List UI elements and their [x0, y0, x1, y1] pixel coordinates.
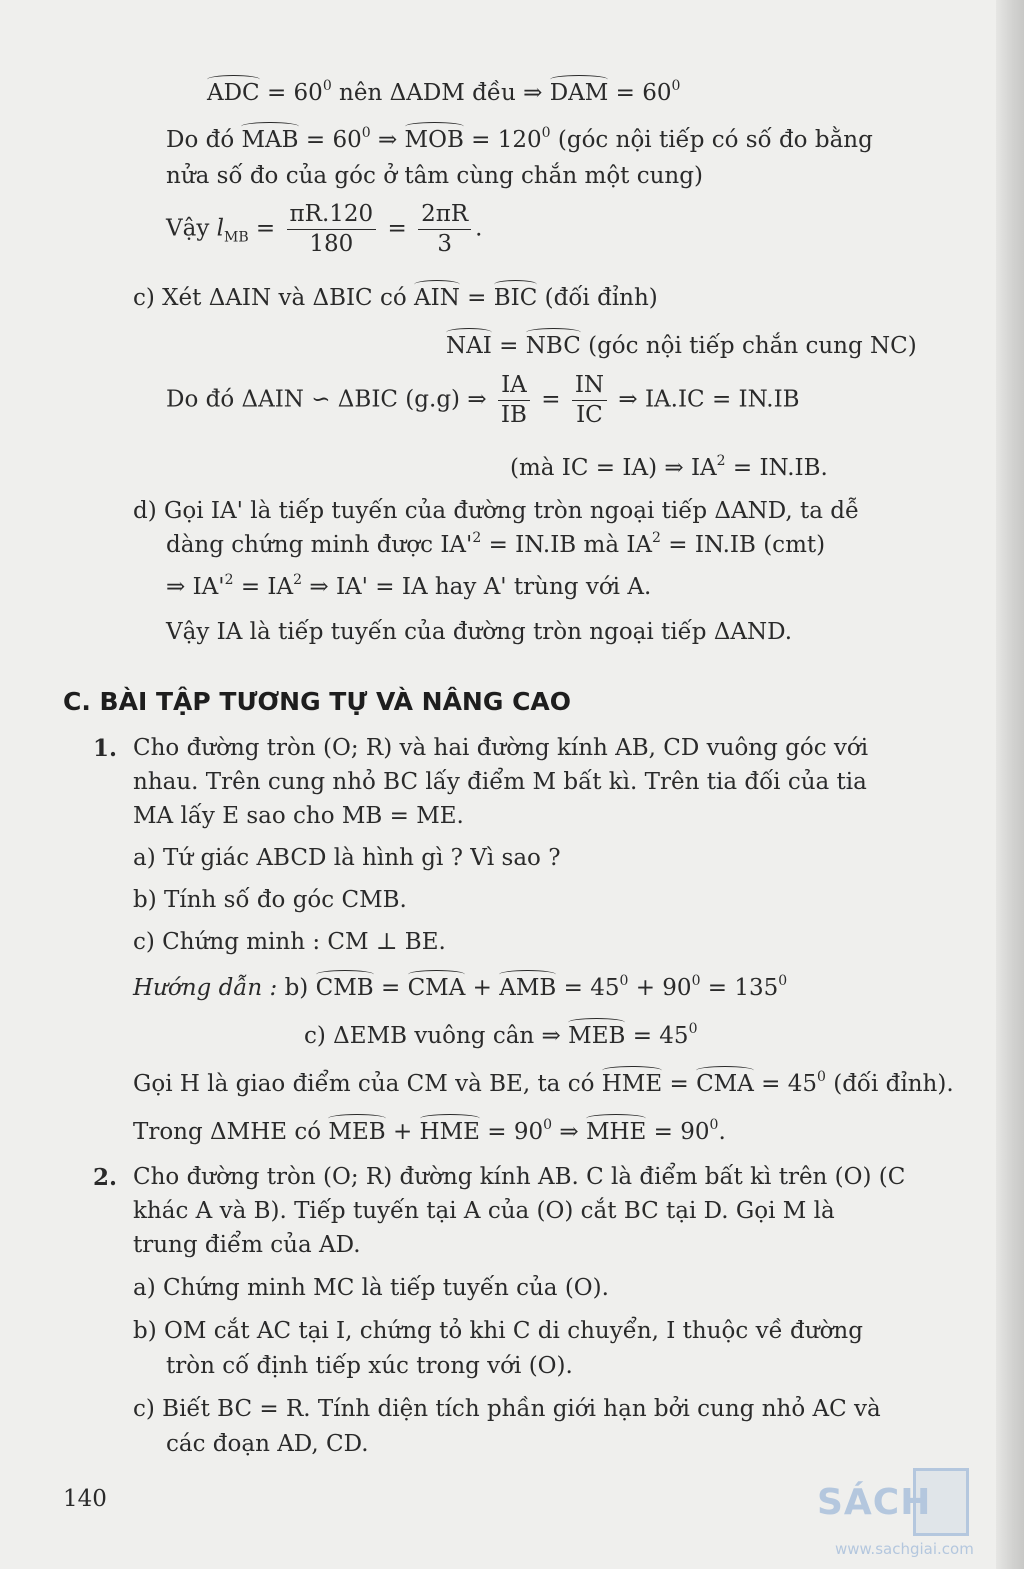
- arc-length-formula: [166, 203, 482, 256]
- angle-ain: AIN: [414, 285, 460, 311]
- angle-bic: BIC: [493, 285, 538, 311]
- fraction: [498, 374, 530, 427]
- text: = 60: [608, 80, 672, 106]
- solution-line-1: [207, 78, 681, 106]
- superscript: 0: [619, 973, 629, 989]
- text: Gọi H là giao điểm của CM và BE, ta có: [133, 1071, 602, 1097]
- solution-part-c: [133, 287, 658, 310]
- text: c) Xét ΔAIN và ΔBIC có: [133, 285, 415, 311]
- text: ⇒ IA.IC = IN.IB: [611, 386, 800, 413]
- text: = 60: [298, 127, 362, 153]
- text: =: [491, 333, 526, 359]
- text: Do đó ΔAIN ∽ ΔBIC (g.g) ⇒: [166, 386, 494, 413]
- exercise-2-number: 2.: [93, 1164, 118, 1191]
- text: = 45: [625, 1023, 689, 1049]
- numerator: 2πR: [418, 203, 471, 230]
- text: ⇒: [370, 127, 405, 153]
- section-title: C. BÀI TẬP TƯƠNG TỰ VÀ NÂNG CAO: [63, 687, 572, 716]
- text: + 90: [628, 975, 692, 1001]
- text: Do đó: [166, 127, 242, 153]
- superscript: 0: [361, 125, 371, 141]
- denominator: IC: [576, 402, 603, 428]
- exercise-1-line-2: nhau. Trên cung nhỏ BC lấy điểm M bất kì. Trên tia đối của tia: [133, 769, 867, 795]
- arc-length-symbol: l: [216, 215, 224, 242]
- superscript: 0: [322, 78, 332, 94]
- denominator: 180: [309, 231, 354, 257]
- text: = IA: [233, 574, 294, 600]
- angle-adc: ADC: [207, 80, 260, 106]
- angle-mhe: MHE: [585, 1119, 647, 1145]
- superscript: 0: [688, 1021, 698, 1037]
- logo-url: www.sachgiai.com: [835, 1540, 974, 1558]
- text: =: [662, 1071, 697, 1097]
- numerator: IA: [498, 374, 530, 401]
- superscript: 0: [691, 973, 701, 989]
- superscript: 2: [224, 572, 234, 588]
- angle-hme: HME: [601, 1071, 663, 1097]
- exercise-2-part-b-line-2: tròn cố định tiếp xúc trong với (O).: [166, 1353, 573, 1379]
- exercise-1-number: 1.: [93, 735, 118, 762]
- superscript: 2: [293, 572, 303, 588]
- denominator: IB: [500, 402, 527, 428]
- page-number: 140: [63, 1486, 107, 1512]
- text: (góc nội tiếp có số đo bằng: [550, 127, 873, 153]
- angle-cma: CMA: [696, 1071, 754, 1097]
- superscript: 0: [817, 1069, 826, 1085]
- exercise-1-hint-h: [133, 1069, 954, 1097]
- exercise-1-part-b: b) Tính số đo góc CMB.: [133, 887, 407, 913]
- solution-conclusion: Vậy IA là tiếp tuyến của đường tròn ngoại tiếp ΔAND.: [166, 619, 793, 645]
- fraction: [287, 203, 377, 256]
- angle-hme: HME: [419, 1119, 480, 1145]
- numerator: IN: [572, 374, 607, 401]
- numerator: πR.120: [287, 203, 377, 230]
- text: c) ΔEMB vuông cân ⇒: [304, 1023, 569, 1049]
- exercise-2-line-3: trung điểm của AD.: [133, 1232, 361, 1258]
- exercise-2-line-1: Cho đường tròn (O; R) đường kính AB. C là điểm bất kì trên (O) (C: [133, 1164, 906, 1190]
- denominator: 3: [437, 231, 452, 257]
- solution-line-3: nửa số đo của góc ở tâm cùng chắn một cung): [166, 163, 703, 189]
- text: Vậy: [166, 215, 217, 242]
- text: = 90: [479, 1119, 544, 1145]
- text: nên ΔADM đều ⇒: [331, 80, 550, 106]
- text: = 135: [700, 975, 779, 1001]
- angle-cma: CMA: [407, 975, 466, 1001]
- text: b): [277, 975, 316, 1001]
- text: +: [385, 1119, 420, 1145]
- subscript: MB: [224, 229, 249, 246]
- angle-meb: MEB: [328, 1119, 386, 1145]
- text: ⇒ IA' = IA hay A' trùng với A.: [302, 574, 652, 600]
- text: .: [475, 215, 483, 242]
- angle-dam: DAM: [549, 80, 609, 106]
- text: = 60: [259, 80, 323, 106]
- fraction: [572, 374, 607, 427]
- exercise-1-hint-c: [304, 1021, 698, 1049]
- text: +: [465, 975, 500, 1001]
- page-edge: [996, 0, 1024, 1569]
- hint-label: Hướng dẫn :: [133, 975, 278, 1001]
- text: = 90: [646, 1119, 710, 1145]
- text: =: [380, 215, 415, 242]
- text: (mà IC = IA) ⇒ IA: [510, 455, 717, 481]
- exercise-1-line-1: Cho đường tròn (O; R) và hai đường kính AB, CD vuông góc với: [133, 735, 869, 761]
- solution-part-d: d) Gọi IA' là tiếp tuyến của đường tròn ngoại tiếp ΔAND, ta dễ: [133, 498, 860, 524]
- text: = 45: [556, 975, 620, 1001]
- text: =: [459, 285, 494, 311]
- solution-line-10: [166, 530, 826, 558]
- similar-triangles-line: [166, 374, 800, 427]
- solution-line-6: [446, 335, 917, 358]
- angle-mab: MAB: [241, 127, 299, 153]
- exercise-1-hint-b: [133, 973, 788, 1001]
- text: = IN.IB.: [725, 455, 828, 481]
- superscript: 2: [716, 453, 726, 469]
- text: dàng chứng minh được IA': [166, 532, 473, 558]
- text: = IN.IB mà IA: [481, 532, 653, 558]
- angle-cmb: CMB: [315, 975, 374, 1001]
- text: ⇒ IA': [166, 574, 225, 600]
- angle-nbc: NBC: [525, 333, 581, 359]
- solution-line-8: [510, 453, 828, 481]
- exercise-2-part-c-line-2: các đoạn AD, CD.: [166, 1431, 369, 1457]
- exercise-1-part-c: c) Chứng minh : CM ⊥ BE.: [133, 929, 446, 955]
- text: =: [533, 386, 568, 413]
- text: = 45: [753, 1071, 817, 1097]
- exercise-2-part-a: a) Chứng minh MC là tiếp tuyến của (O).: [133, 1275, 609, 1301]
- exercise-1-part-a: a) Tứ giác ABCD là hình gì ? Vì sao ?: [133, 845, 561, 871]
- text: = 120: [463, 127, 542, 153]
- solution-line-2: [166, 125, 873, 153]
- exercise-2-line-2: khác A và B). Tiếp tuyến tại A của (O) cắt BC tại D. Gọi M là: [133, 1198, 835, 1224]
- superscript: 2: [652, 530, 661, 546]
- superscript: 2: [472, 530, 482, 546]
- exercise-2-part-c-line-1: c) Biết BC = R. Tính diện tích phần giới hạn bởi cung nhỏ AC và: [133, 1396, 881, 1422]
- text: =: [373, 975, 408, 1001]
- text: Trong ΔMHE có: [133, 1119, 329, 1145]
- solution-line-11: [166, 572, 652, 600]
- text: .: [718, 1119, 726, 1145]
- text: (đối đỉnh): [537, 285, 658, 311]
- angle-nai: NAI: [446, 333, 492, 359]
- superscript: 0: [543, 1117, 553, 1133]
- exercise-2-part-b-line-1: b) OM cắt AC tại I, chứng tỏ khi C di chuyển, I thuộc về đường: [133, 1318, 863, 1344]
- angle-meb: MEB: [568, 1023, 626, 1049]
- text: =: [248, 215, 283, 242]
- logo-word-left: SÁCH: [817, 1482, 932, 1523]
- angle-amb: AMB: [499, 975, 557, 1001]
- text: (góc nội tiếp chắn cung NC): [580, 333, 917, 359]
- logo-g-box-icon: [913, 1468, 969, 1536]
- superscript: 0: [671, 78, 681, 94]
- sachgiai-logo: [815, 1466, 1015, 1561]
- text: (đối đỉnh).: [825, 1071, 954, 1097]
- superscript: 0: [778, 973, 788, 989]
- fraction: [418, 203, 471, 256]
- text: = IN.IB (cmt): [660, 532, 826, 558]
- superscript: 0: [709, 1117, 719, 1133]
- exercise-1-hint-triangle: [133, 1117, 726, 1145]
- exercise-1-line-3: MA lấy E sao cho MB = ME.: [133, 803, 464, 829]
- angle-mob: MOB: [404, 127, 464, 153]
- text: ⇒: [552, 1119, 586, 1145]
- superscript: 0: [541, 125, 551, 141]
